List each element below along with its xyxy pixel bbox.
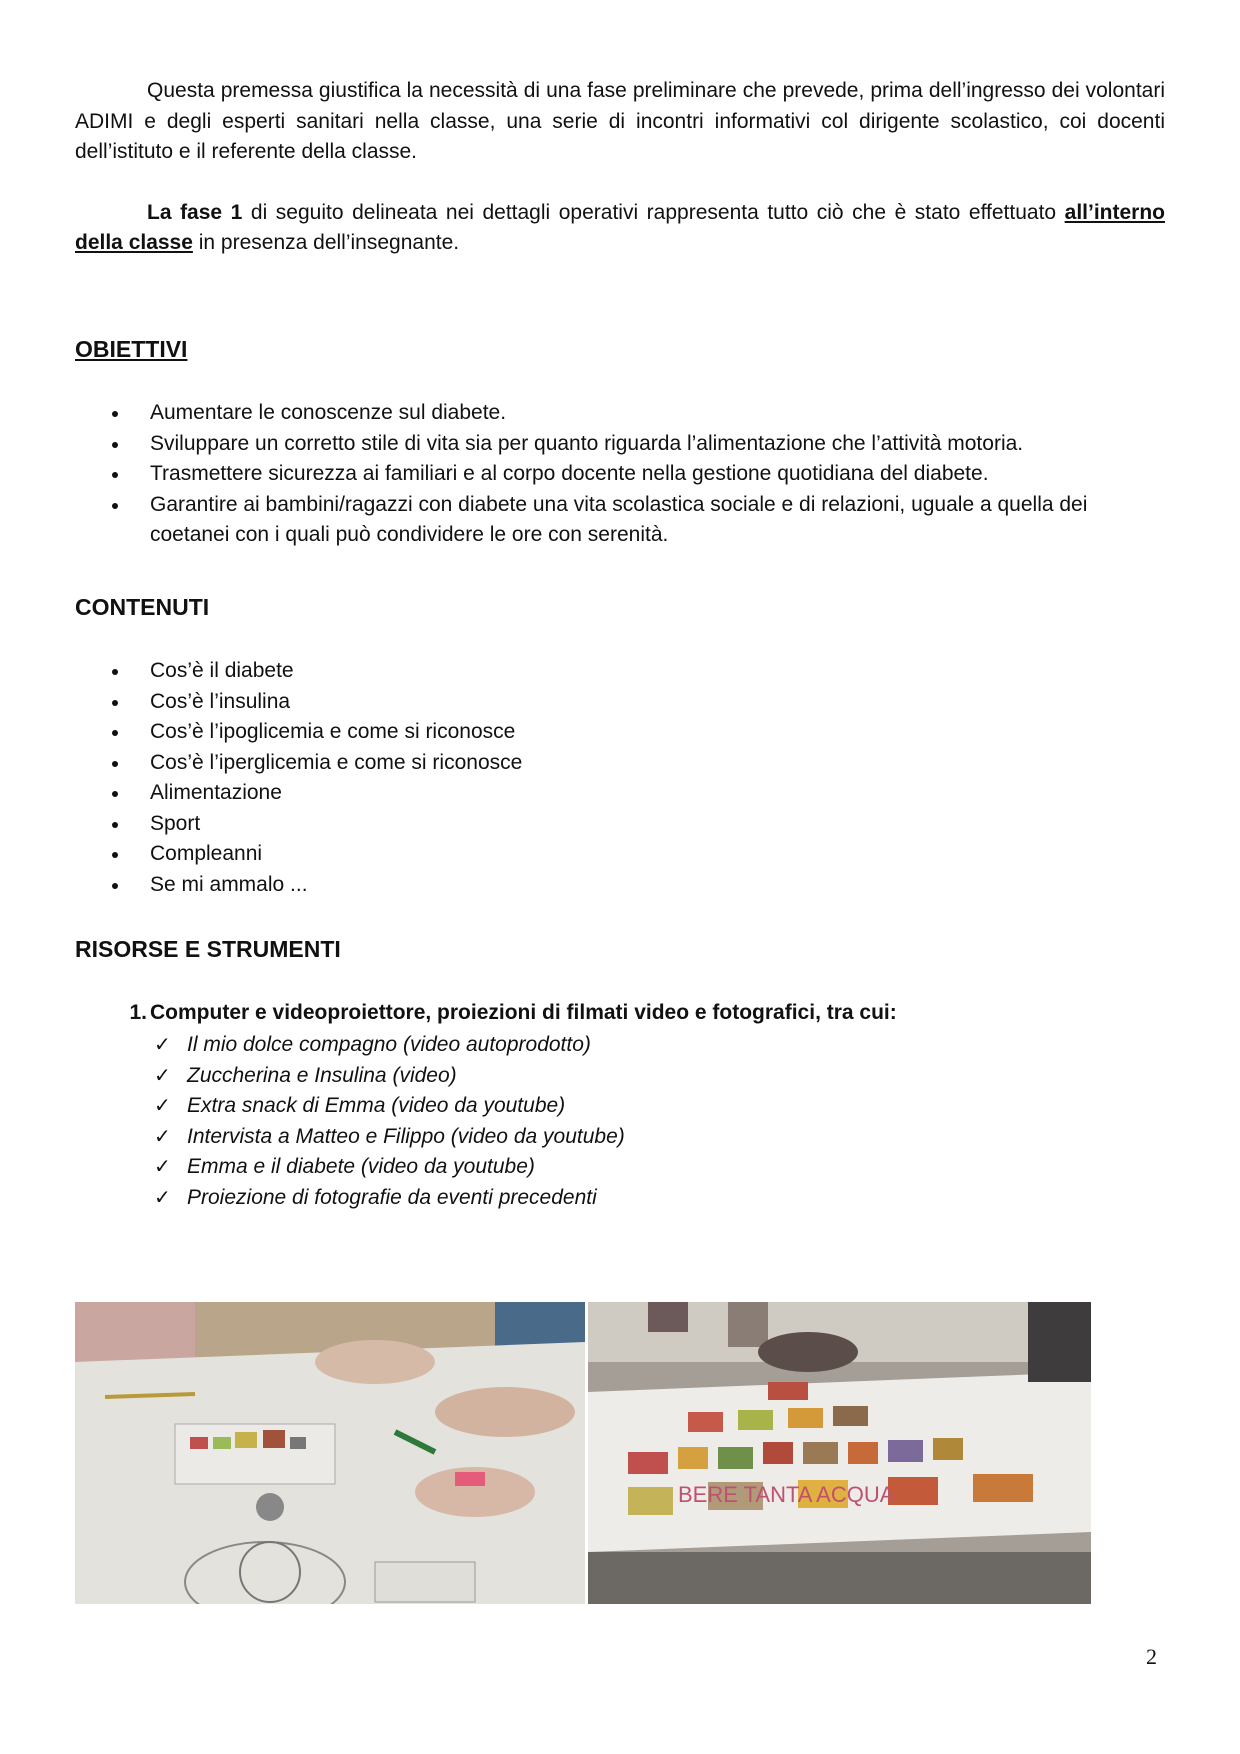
- page-number: 2: [1146, 1644, 1157, 1669]
- photo-illustration-left: [75, 1302, 585, 1604]
- bullet-icon: [112, 852, 118, 858]
- check-item: ✓ Emma e il diabete (video da youtube): [75, 1152, 625, 1183]
- list-item: Sviluppare un corretto stile di vita sia per quanto riguarda l’alimentazione che l’attività motoria.: [75, 429, 1165, 460]
- obiettivi-list: [75, 398, 1165, 551]
- check-item: ✓ Intervista a Matteo e Filippo (video da youtube): [75, 1122, 625, 1153]
- checkmark-icon: ✓: [154, 1125, 171, 1148]
- bullet-icon: [112, 761, 118, 767]
- list-item: Cos’è l’ipoglicemia e come si riconosce: [75, 717, 1165, 748]
- list-item: Cos’è il diabete: [75, 656, 1165, 687]
- contenuti-list: [75, 656, 1165, 900]
- checkmark-icon: ✓: [154, 1064, 171, 1087]
- bullet-icon: [112, 883, 118, 889]
- list-item: Trasmettere sicurezza ai familiari e al corpo docente nella gestione quotidiana del diabete.: [75, 459, 1165, 490]
- intro-paragraph-1: Questa premessa giustifica la necessità di una fase preliminare che prevede, prima dell’ingresso dei volontari ADIMI e degli esperti sanitari nella classe, una serie di incontri informativi col dirigente scolastico, coi docenti dell’istituto e il referente della classe.: [75, 79, 1165, 163]
- list-item: Cos’è l’insulina: [75, 687, 1165, 718]
- list-item: Sport: [75, 809, 1165, 840]
- checkmark-icon: ✓: [154, 1156, 171, 1178]
- list-item: Aumentare le conoscenze sul diabete.: [75, 398, 1165, 429]
- intro-paragraph-2: La fase 1 di seguito delineata nei dettagli operativi rappresenta tutto ciò che è stato effettuato all’interno della classe in presenza dell’insegnante.: [75, 200, 1165, 254]
- list-item: Se mi ammalo ...: [75, 870, 1165, 901]
- list-item: Alimentazione: [75, 778, 1165, 809]
- bullet-icon: [112, 669, 118, 675]
- bullet-icon: [112, 822, 118, 828]
- bullet-icon: [112, 503, 118, 509]
- bullet-icon: [112, 700, 118, 706]
- bullet-icon: [112, 791, 118, 797]
- bullet-icon: [112, 730, 118, 736]
- document-page: [75, 70, 1165, 1209]
- check-item: ✓ Extra snack di Emma (video da youtube): [75, 1091, 625, 1122]
- item-text: Computer e videoproiettore, proiezioni di filmati video e fotografici, tra cui:: [150, 1001, 897, 1024]
- list-item: Garantire ai bambini/ragazzi con diabete una vita scolastica sociale e di relazioni, uguale a quella dei coetanei con i quali può condividere le ore con serenità.: [75, 490, 1165, 551]
- check-item: ✓ Proiezione di fotografie da eventi precedenti: [75, 1183, 625, 1214]
- list-item: Cos’è l’iperglicemia e come si riconosce: [75, 748, 1165, 779]
- photo-caption: BERE TANTA ACQUA: [678, 1482, 895, 1507]
- check-item: ✓ Il mio dolce compagno (video autoprodotto): [75, 1030, 625, 1061]
- heading-contenuti: CONTENUTI: [75, 594, 210, 620]
- checkmark-icon: ✓: [154, 1186, 171, 1209]
- bullet-icon: [112, 411, 118, 417]
- bullet-icon: [112, 442, 118, 448]
- bullet-icon: [112, 472, 118, 478]
- classroom-photo-drawing: [75, 1302, 585, 1604]
- check-item: ✓ Zuccherina e Insulina (video): [75, 1061, 625, 1092]
- photo-strip: [75, 1302, 1091, 1604]
- checkmark-icon: ✓: [154, 1034, 171, 1056]
- heading-risorse: RISORSE E STRUMENTI: [75, 936, 341, 962]
- checkmark-icon: ✓: [154, 1095, 171, 1117]
- classroom-photo-food-pyramid: [588, 1302, 1091, 1604]
- video-checklist: [75, 1030, 625, 1213]
- photo-illustration-right: [588, 1302, 1091, 1604]
- list-item: Compleanni: [75, 839, 1165, 870]
- item-number: 1.: [129, 1001, 147, 1024]
- heading-obiettivi: OBIETTIVI: [75, 336, 188, 362]
